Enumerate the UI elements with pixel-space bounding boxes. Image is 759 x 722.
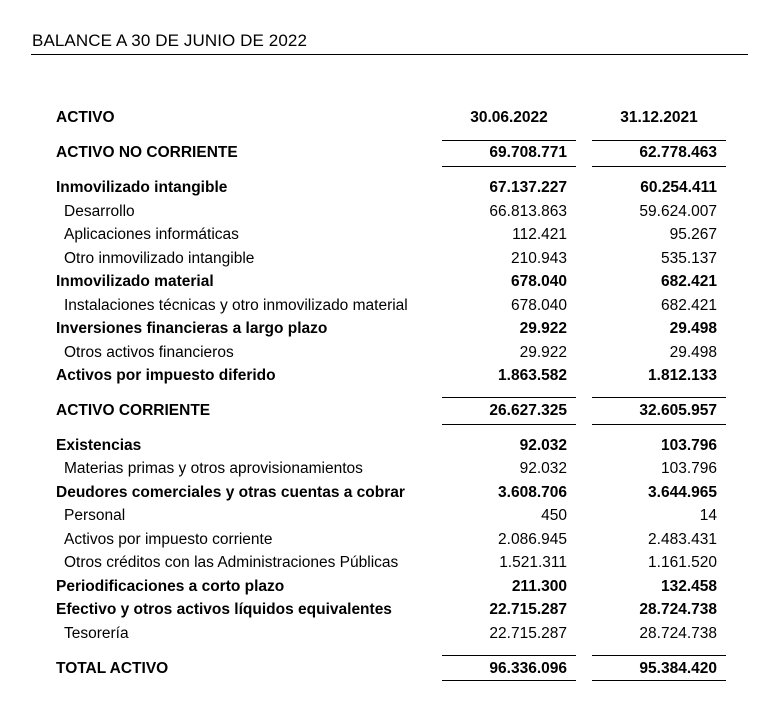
- table-row: [0, 531, 759, 553]
- row-label: Otros activos financieros: [64, 344, 234, 361]
- row-label: Desarrollo: [64, 203, 135, 220]
- row-value-2022: 678.040: [510, 297, 567, 314]
- row-value-2022: 1.521.311: [499, 554, 567, 571]
- row-value-2021: 682.421: [660, 273, 717, 290]
- row-value-2021: 60.254.411: [640, 179, 717, 196]
- table-header: [0, 109, 759, 131]
- row-value-2021: 14: [699, 507, 717, 524]
- table-row: [0, 601, 759, 623]
- row-value-2022: 210.943: [510, 250, 567, 267]
- row-label: Inmovilizado material: [56, 273, 214, 290]
- table-row: [0, 507, 759, 529]
- row-label: Activos por impuesto diferido: [56, 367, 276, 384]
- subtotal-underline-col1: [442, 424, 576, 425]
- row-value-2022: 112.421: [512, 226, 567, 243]
- table-row: [0, 320, 759, 342]
- subtotal-underline-col1: [442, 166, 576, 167]
- header-underline-col2: [592, 140, 726, 141]
- table-row: [0, 554, 759, 576]
- row-label: TOTAL ACTIVO: [56, 660, 169, 677]
- row-label: Deudores comerciales y otras cuentas a cobrar: [56, 484, 405, 501]
- row-value-2022: 92.032: [519, 437, 567, 454]
- table-row: [0, 203, 759, 225]
- row-value-2022: 22.715.287: [489, 625, 567, 642]
- row-label: Efectivo y otros activos líquidos equivalentes: [56, 601, 392, 618]
- subtotal-overline-col1: [442, 397, 576, 398]
- row-label: Aplicaciones informáticas: [64, 226, 239, 243]
- table-row: [0, 625, 759, 647]
- row-value-2022: 26.627.325: [489, 402, 567, 419]
- table-row: [0, 367, 759, 389]
- table-row-activo-no-corriente: [0, 144, 759, 166]
- table-row: [0, 578, 759, 600]
- row-label: Inversiones financieras a largo plazo: [56, 320, 328, 337]
- total-overline-col2: [592, 655, 726, 656]
- row-value-2021: 59.624.007: [639, 203, 717, 220]
- row-value-2022: 211.300: [511, 578, 567, 595]
- row-value-2021: 32.605.957: [639, 402, 717, 419]
- row-value-2022: 92.032: [519, 460, 567, 477]
- row-value-2022: 67.137.227: [489, 179, 567, 196]
- row-label: Tesorería: [64, 625, 129, 642]
- row-value-2022: 1.863.582: [498, 367, 567, 384]
- row-value-2021: 29.498: [669, 320, 717, 337]
- row-value-2021: 3.644.965: [648, 484, 717, 501]
- table-row-activo-corriente: [0, 402, 759, 424]
- table-row-total-activo: [0, 660, 759, 682]
- row-value-2022: 678.040: [510, 273, 567, 290]
- row-value-2022: 29.922: [519, 320, 567, 337]
- row-value-2022: 66.813.863: [489, 203, 567, 220]
- table-row: [0, 484, 759, 506]
- row-label: Periodificaciones a corto plazo: [56, 578, 285, 595]
- row-value-2022: 69.708.771: [489, 144, 567, 161]
- page-title: BALANCE A 30 DE JUNIO DE 2022: [32, 31, 308, 50]
- title-divider: [31, 54, 748, 55]
- row-value-2022: 29.922: [519, 344, 567, 361]
- table-row: [0, 179, 759, 201]
- total-overline-col1: [442, 655, 576, 656]
- row-value-2021: 682.421: [660, 297, 717, 314]
- row-value-2021: 95.267: [669, 226, 717, 243]
- table-row: [0, 344, 759, 366]
- row-value-2021: 1.812.133: [648, 367, 717, 384]
- row-value-2022: 96.336.096: [489, 660, 567, 677]
- subtotal-underline-col2: [592, 166, 726, 167]
- row-value-2022: 22.715.287: [489, 601, 567, 618]
- row-label: ACTIVO CORRIENTE: [56, 402, 211, 419]
- total-underline-col1: [442, 680, 576, 681]
- row-value-2022: 3.608.706: [498, 484, 567, 501]
- row-value-2021: 95.384.420: [639, 660, 717, 677]
- header-col-2022: 30.06.2022: [470, 109, 548, 126]
- header-col-2021: 31.12.2021: [620, 109, 698, 126]
- subtotal-overline-col2: [592, 397, 726, 398]
- subtotal-underline-col2: [592, 424, 726, 425]
- row-value-2021: 28.724.738: [639, 625, 717, 642]
- row-value-2021: 103.796: [660, 460, 717, 477]
- table-row: [0, 273, 759, 295]
- row-label: Personal: [64, 507, 126, 524]
- row-label: Otros créditos con las Administraciones Públicas: [64, 554, 399, 571]
- total-underline-col2: [592, 680, 726, 681]
- row-value-2021: 28.724.738: [639, 601, 717, 618]
- header-underline-col1: [442, 140, 576, 141]
- row-value-2021: 29.498: [669, 344, 717, 361]
- row-value-2021: 1.161.520: [648, 554, 717, 571]
- table-row: [0, 297, 759, 319]
- table-row: [0, 226, 759, 248]
- row-value-2022: 2.086.945: [498, 531, 567, 548]
- row-label: Otro inmovilizado intangible: [64, 250, 255, 267]
- row-value-2021: 535.137: [660, 250, 717, 267]
- row-label: Instalaciones técnicas y otro inmovilizado material: [64, 297, 408, 314]
- row-value-2021: 62.778.463: [639, 144, 717, 161]
- table-row: [0, 250, 759, 272]
- table-row: [0, 437, 759, 459]
- row-value-2022: 450: [541, 507, 567, 524]
- row-label: Existencias: [56, 437, 142, 454]
- row-label: Activos por impuesto corriente: [64, 531, 273, 548]
- row-value-2021: 2.483.431: [648, 531, 717, 548]
- row-value-2021: 103.796: [660, 437, 717, 454]
- table-row: [0, 460, 759, 482]
- row-value-2021: 132.458: [660, 578, 717, 595]
- row-label: Materias primas y otros aprovisionamientos: [64, 460, 363, 477]
- header-label: ACTIVO: [56, 109, 115, 126]
- row-label: ACTIVO NO CORRIENTE: [56, 144, 238, 161]
- row-label: Inmovilizado intangible: [56, 179, 228, 196]
